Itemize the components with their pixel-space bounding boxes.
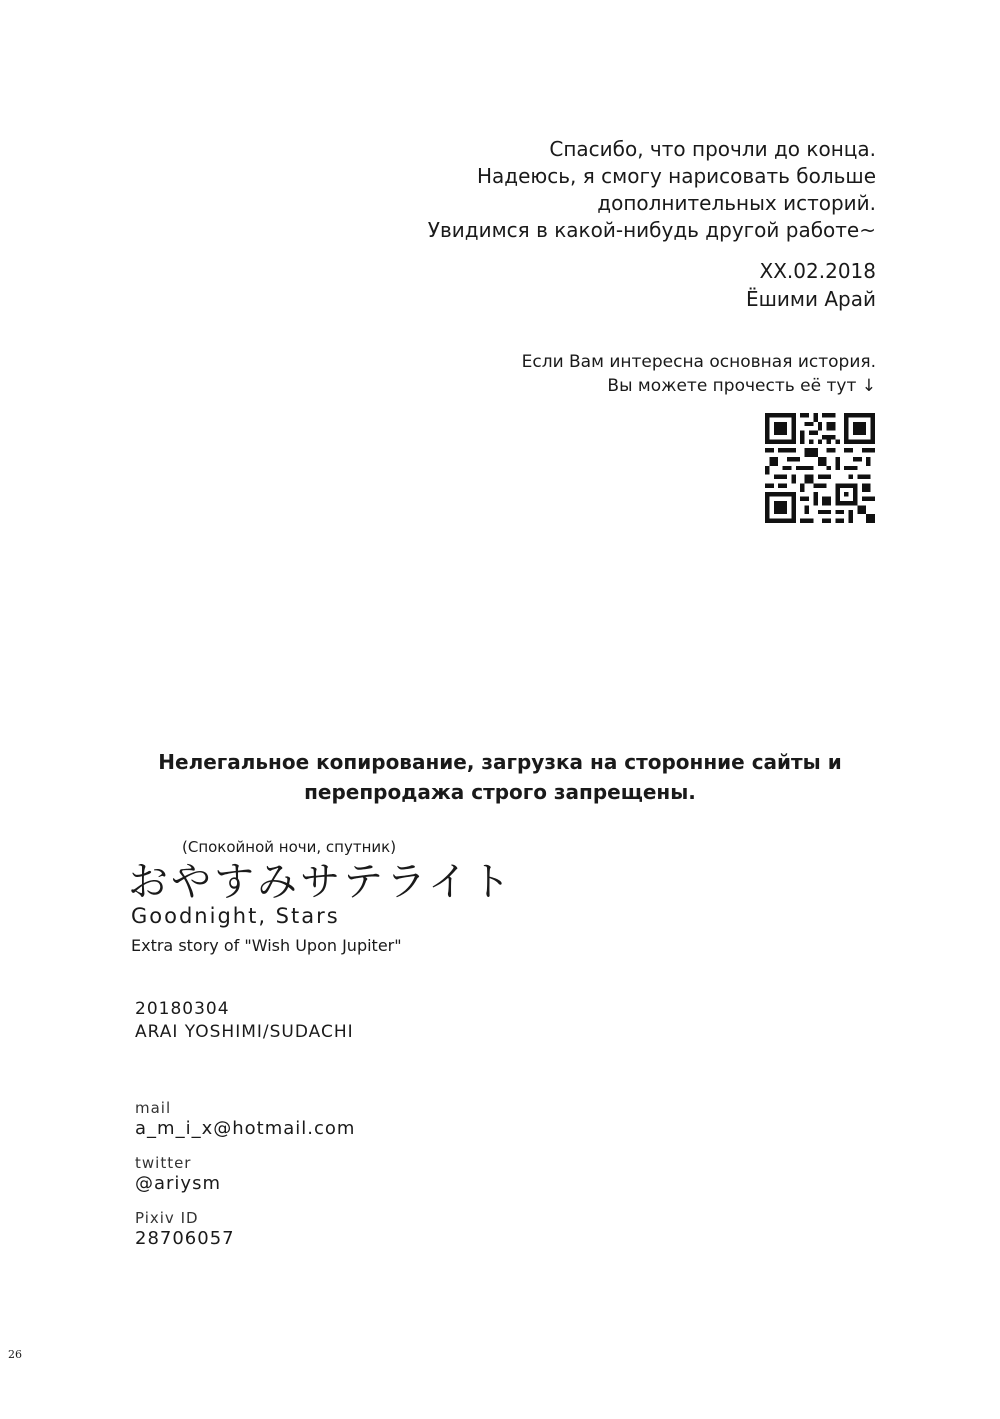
warning-line: Нелегальное копирование, загрузка на сторонние сайты и bbox=[158, 750, 842, 774]
warning-line: перепродажа строго запрещены. bbox=[304, 780, 696, 804]
main-story-note-line: Если Вам интересна основная история. bbox=[521, 352, 876, 372]
qr-code[interactable] bbox=[765, 413, 875, 523]
main-story-note bbox=[522, 350, 876, 398]
contact-label: twitter bbox=[135, 1154, 192, 1172]
contact-label: Pixiv ID bbox=[135, 1209, 199, 1227]
afterword-line: Надеюсь, я смогу нарисовать больше bbox=[476, 164, 876, 188]
contact-list bbox=[135, 1098, 355, 1263]
contact-mail bbox=[135, 1098, 355, 1140]
signature-date: XX.02.2018 bbox=[759, 259, 876, 283]
copyright-warning bbox=[0, 747, 1000, 807]
contact-pixiv bbox=[135, 1208, 355, 1250]
afterword-line: дополнительных историй. bbox=[597, 191, 876, 215]
afterword-line: Спасибо, что прочли до конца. bbox=[549, 137, 876, 161]
imprint-circle: ARAI YOSHIMI/SUDACHI bbox=[135, 1022, 354, 1042]
title-english: Goodnight, Stars bbox=[131, 904, 340, 928]
afterword-line: Увидимся в какой-нибудь другой работе~ bbox=[427, 218, 876, 242]
page-number: 26 bbox=[8, 1348, 22, 1361]
contact-pixiv-id[interactable]: 28706057 bbox=[135, 1228, 235, 1249]
afterword-message bbox=[428, 136, 876, 244]
afterword-signature bbox=[746, 257, 876, 313]
contact-label: mail bbox=[135, 1099, 172, 1117]
main-story-note-line: Вы можете прочесть её тут ↓ bbox=[607, 376, 876, 396]
imprint bbox=[135, 998, 354, 1044]
title-subtitle: Extra story of "Wish Upon Jupiter" bbox=[131, 936, 402, 955]
signature-author: Ёшими Арай bbox=[745, 287, 876, 311]
title-translation: (Спокойной ночи, спутник) bbox=[182, 838, 397, 856]
title-japanese: おやすみサテライト bbox=[128, 859, 514, 905]
contact-twitter-handle[interactable]: @ariysm bbox=[135, 1173, 221, 1194]
contact-twitter bbox=[135, 1153, 355, 1195]
imprint-date: 20180304 bbox=[135, 999, 230, 1019]
contact-email-link[interactable]: a_m_i_x@hotmail.com bbox=[135, 1118, 356, 1139]
